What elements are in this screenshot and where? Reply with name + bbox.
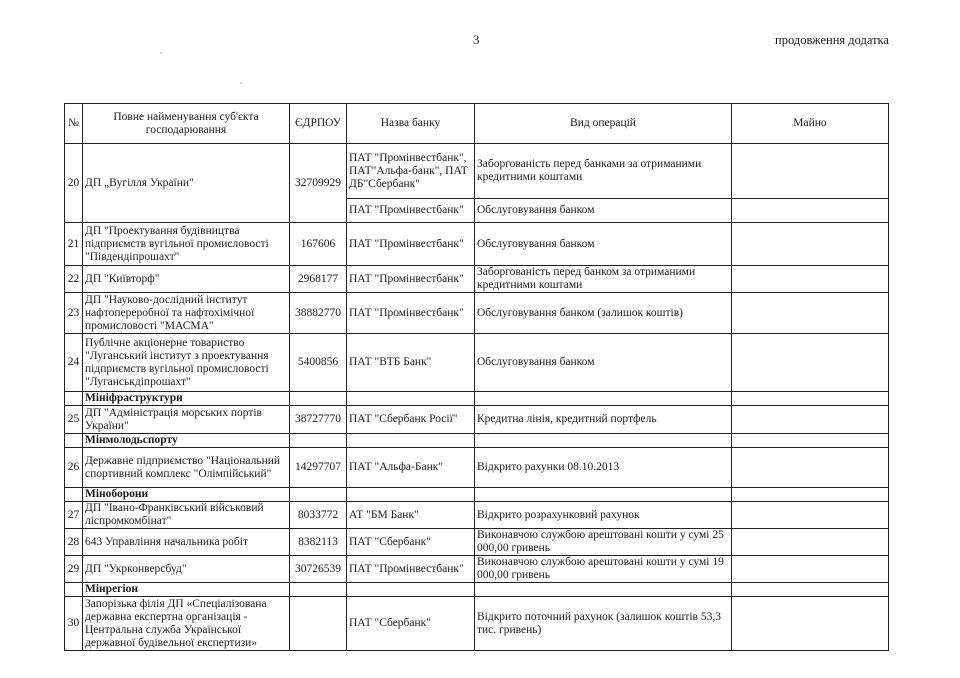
edrpou-code: 167606 bbox=[290, 223, 347, 266]
property-cell bbox=[732, 144, 889, 199]
operation-type: Відкрито розрахунковий рахунок bbox=[475, 502, 732, 529]
table-row bbox=[65, 223, 889, 266]
bank-name: ПАТ "Промінвестбанк" bbox=[347, 556, 475, 583]
property-cell bbox=[732, 597, 889, 651]
property-cell bbox=[732, 529, 889, 556]
scan-speck bbox=[160, 52, 162, 54]
edrpou-code: 38727770 bbox=[290, 406, 347, 434]
entity-name: ДП "Івано-Франківський військовий ліспромкомбінат" bbox=[83, 502, 290, 529]
edrpou-code: 2968177 bbox=[290, 266, 347, 293]
empty-cell bbox=[475, 488, 732, 502]
operation-type: Обслуговування банком bbox=[475, 334, 732, 392]
table-header-row bbox=[65, 104, 889, 144]
operation-type: Кредитна лінія, кредитний портфель bbox=[475, 406, 732, 434]
entity-name: Публічне акціонерне товариство "Луганський інститут з проектування підприємств вугільної промисловості "Луганськдіпрошахт" bbox=[83, 334, 290, 392]
bank-name: ПАТ "Альфа-Банк" bbox=[347, 448, 475, 488]
row-number: 23 bbox=[65, 293, 83, 334]
empty-cell bbox=[290, 583, 347, 597]
entity-name: ДП "Укрконверсбуд" bbox=[83, 556, 290, 583]
row-number: 26 bbox=[65, 448, 83, 488]
ministry-label: Мініфраструктури bbox=[83, 392, 290, 406]
table-row bbox=[65, 293, 889, 334]
entity-name: ДП „Вугілля України" bbox=[83, 144, 290, 223]
edrpou-code: 14297707 bbox=[290, 448, 347, 488]
row-number bbox=[65, 392, 83, 406]
property-cell bbox=[732, 223, 889, 266]
edrpou-code bbox=[290, 597, 347, 651]
row-number bbox=[65, 488, 83, 502]
row-number bbox=[65, 583, 83, 597]
table-row bbox=[65, 266, 889, 293]
entity-name: Запорізька філія ДП «Спеціалізована державна експертна організація - Центральна служба Української державної будівельної експертизи» bbox=[83, 597, 290, 651]
empty-cell bbox=[347, 392, 475, 406]
row-number: 29 bbox=[65, 556, 83, 583]
bank-name: ПАТ "Промінвестбанк" bbox=[347, 223, 475, 266]
row-number: 28 bbox=[65, 529, 83, 556]
edrpou-code: 38882770 bbox=[290, 293, 347, 334]
col-header-entity-name: Повне найменування суб'єкта господарювання bbox=[83, 104, 290, 144]
property-cell bbox=[732, 406, 889, 434]
assets-table bbox=[64, 103, 889, 651]
property-cell bbox=[732, 199, 889, 223]
table-row bbox=[65, 334, 889, 392]
empty-cell bbox=[732, 434, 889, 448]
empty-cell bbox=[347, 583, 475, 597]
entity-name: ДП "Адміністрація морських портів України" bbox=[83, 406, 290, 434]
entity-name: ДП "Науково-дослідний інститут нафтопереробної та нафтохімічної промисловості "МАСМА" bbox=[83, 293, 290, 334]
page-number: 3 bbox=[473, 32, 480, 47]
continuation-label: продовження додатка bbox=[775, 33, 889, 47]
row-number: 22 bbox=[65, 266, 83, 293]
edrpou-code: 8382113 bbox=[290, 529, 347, 556]
bank-name: ПАТ "Промінвестбанк" bbox=[347, 266, 475, 293]
property-cell bbox=[732, 293, 889, 334]
empty-cell bbox=[732, 392, 889, 406]
row-number: 25 bbox=[65, 406, 83, 434]
operation-type: Виконавчою службою арештовані кошти у сумі 25 000,00 гривень bbox=[475, 529, 732, 556]
property-cell bbox=[732, 502, 889, 529]
operation-type: Обслуговування банком (залишок коштів) bbox=[475, 293, 732, 334]
property-cell bbox=[732, 448, 889, 488]
bank-name: ПАТ "ВТБ Банк" bbox=[347, 334, 475, 392]
ministry-group-row bbox=[65, 392, 889, 406]
bank-name: ПАТ "Промінвестбанк" bbox=[347, 199, 475, 223]
table-row bbox=[65, 502, 889, 529]
empty-cell bbox=[732, 488, 889, 502]
row-number: 27 bbox=[65, 502, 83, 529]
table-row bbox=[65, 556, 889, 583]
bank-name: ПАТ "Промінвестбанк", ПАТ"Альфа-банк", ПАТ ДБ"Сбербанк" bbox=[347, 144, 475, 199]
ministry-label: Мінмолодьспорту bbox=[83, 434, 290, 448]
row-number bbox=[65, 434, 83, 448]
row-number: 24 bbox=[65, 334, 83, 392]
bank-name: ПАТ "Сбербанк" bbox=[347, 529, 475, 556]
empty-cell bbox=[475, 434, 732, 448]
entity-name: Державне підприємство "Національний спортивний комплекс "Олімпійський" bbox=[83, 448, 290, 488]
entity-name: ДП "Проектування будівництва підприємств вугільної промисловості "Південдіпрошахт" bbox=[83, 223, 290, 266]
edrpou-code: 5400856 bbox=[290, 334, 347, 392]
empty-cell bbox=[475, 392, 732, 406]
entity-name: ДП "Київторф" bbox=[83, 266, 290, 293]
bank-name: ПАТ "Сбербанк" bbox=[347, 597, 475, 651]
row-number: 20 bbox=[65, 144, 83, 223]
ministry-label: Міноборони bbox=[83, 488, 290, 502]
operation-type: Обслуговування банком bbox=[475, 199, 732, 223]
col-header-bank: Назва банку bbox=[347, 104, 475, 144]
operation-type: Відкрито рахунки 08.10.2013 bbox=[475, 448, 732, 488]
ministry-group-row bbox=[65, 488, 889, 502]
operation-type: Виконавчою службою арештовані кошти у сумі 19 000,00 гривень bbox=[475, 556, 732, 583]
empty-cell bbox=[290, 488, 347, 502]
operation-type: Відкрито поточний рахунок (залишок коштів 53,3 тис. гривень) bbox=[475, 597, 732, 651]
edrpou-code: 8033772 bbox=[290, 502, 347, 529]
empty-cell bbox=[290, 392, 347, 406]
table-row bbox=[65, 597, 889, 651]
property-cell bbox=[732, 556, 889, 583]
operation-type: Обслуговування банком bbox=[475, 223, 732, 266]
bank-name: АТ "БМ Банк" bbox=[347, 502, 475, 529]
col-header-property: Майно bbox=[732, 104, 889, 144]
bank-name: ПАТ "Промінвестбанк" bbox=[347, 293, 475, 334]
empty-cell bbox=[732, 583, 889, 597]
property-cell bbox=[732, 334, 889, 392]
ministry-label: Мінрегіон bbox=[83, 583, 290, 597]
empty-cell bbox=[475, 583, 732, 597]
empty-cell bbox=[347, 434, 475, 448]
ministry-group-row bbox=[65, 434, 889, 448]
operation-type: Заборгованість перед банками за отриманими кредитними коштами bbox=[475, 144, 732, 199]
bank-name: ПАТ "Сбербанк Росії" bbox=[347, 406, 475, 434]
empty-cell bbox=[290, 434, 347, 448]
empty-cell bbox=[347, 488, 475, 502]
row-number: 30 bbox=[65, 597, 83, 651]
scan-speck bbox=[240, 82, 242, 84]
ministry-group-row bbox=[65, 583, 889, 597]
table-row bbox=[65, 448, 889, 488]
col-header-edrpou: ЄДРПОУ bbox=[290, 104, 347, 144]
row-number: 21 bbox=[65, 223, 83, 266]
entity-name: 643 Управління начальника робіт bbox=[83, 529, 290, 556]
table-row bbox=[65, 529, 889, 556]
table-row bbox=[65, 406, 889, 434]
col-header-number: № bbox=[65, 104, 83, 144]
property-cell bbox=[732, 266, 889, 293]
table-row bbox=[65, 144, 889, 199]
edrpou-code: 30726539 bbox=[290, 556, 347, 583]
col-header-operations: Вид операцій bbox=[475, 104, 732, 144]
operation-type: Заборгованість перед банком за отриманими кредитними коштами bbox=[475, 266, 732, 293]
edrpou-code: 32709929 bbox=[290, 144, 347, 223]
